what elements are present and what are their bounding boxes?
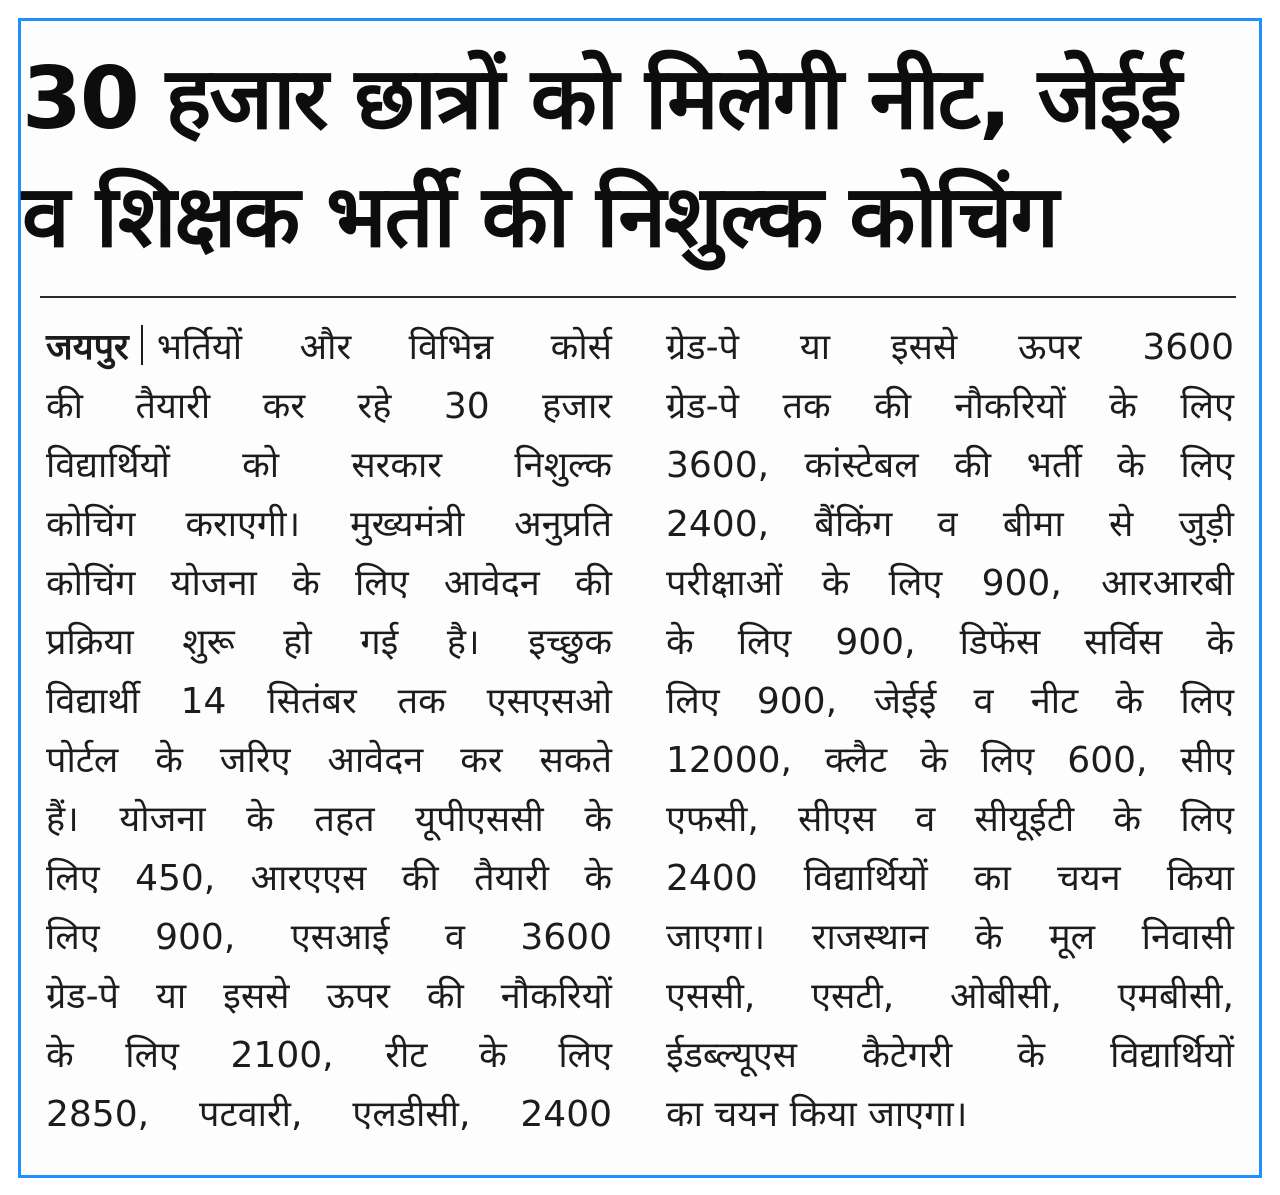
article-column-right: [666, 318, 1234, 1144]
article-line: ईडब्ल्यूएस कैटेगरी के विद्यार्थियों: [666, 1035, 1234, 1076]
article-line: ग्रेड-पे तक की नौकरियों के लिए: [666, 386, 1234, 427]
article-column-left: [46, 318, 612, 1144]
column-gutter: [638, 320, 639, 1160]
article-line: विद्यार्थी 14 सितंबर तक एसएसओ: [46, 681, 612, 722]
headline-line-1: 30 हजार छात्रों को मिलेगी नीट, जेईई: [22, 49, 1180, 149]
headline-line-2: व शिक्षक भर्ती की निशुल्क कोचिंग: [22, 167, 1057, 267]
article-line: परीक्षाओं के लिए 900, आरआरबी: [666, 563, 1234, 604]
dateline-separator: [141, 325, 143, 365]
article-line: एफसी, सीएस व सीयूईटी के लिए: [666, 799, 1234, 840]
article-line: लिए 450, आरएएस की तैयारी के: [46, 858, 612, 899]
article-line: के लिए 2100, रीट के लिए: [46, 1035, 612, 1076]
article-line: हैं। योजना के तहत यूपीएससी के: [46, 799, 612, 840]
article-line: भर्तियों और विभिन्न कोर्स: [156, 327, 612, 368]
article-line: एससी, एसटी, ओबीसी, एमबीसी,: [666, 976, 1234, 1017]
article-line: लिए 900, एसआई व 3600: [46, 917, 612, 958]
article-line: पोर्टल के जरिए आवेदन कर सकते: [46, 740, 612, 781]
headline: [22, 40, 1222, 276]
article-line: प्रक्रिया शुरू हो गई है। इच्छुक: [46, 622, 612, 663]
article-line: विद्यार्थियों को सरकार निशुल्क: [46, 445, 612, 486]
article-line: की तैयारी कर रहे 30 हजार: [46, 386, 612, 427]
article-line: ग्रेड-पे या इससे ऊपर की नौकरियों: [46, 976, 612, 1017]
headline-rule: [40, 296, 1236, 298]
article-line: 2400 विद्यार्थियों का चयन किया: [666, 858, 1234, 899]
article-line: 3600, कांस्टेबल की भर्ती के लिए: [666, 445, 1234, 486]
article-line: जाएगा। राजस्थान के मूल निवासी: [666, 917, 1234, 958]
article-line: लिए 900, जेईई व नीट के लिए: [666, 681, 1234, 722]
first-line: [46, 318, 612, 377]
article-line: कोचिंग कराएगी। मुख्यमंत्री अनुप्रति: [46, 504, 612, 545]
article-line: 2850, पटवारी, एलडीसी, 2400: [46, 1094, 612, 1135]
article-line: का चयन किया जाएगा।: [666, 1094, 968, 1135]
article-line: 12000, क्लैट के लिए 600, सीए: [666, 740, 1234, 781]
article-line: 2400, बैंकिंग व बीमा से जुड़ी: [666, 504, 1234, 545]
dateline: जयपुर: [46, 327, 129, 368]
article-line: ग्रेड-पे या इससे ऊपर 3600: [666, 327, 1234, 368]
article-line: कोचिंग योजना के लिए आवेदन की: [46, 563, 612, 604]
article-line: के लिए 900, डिफेंस सर्विस के: [666, 622, 1234, 663]
